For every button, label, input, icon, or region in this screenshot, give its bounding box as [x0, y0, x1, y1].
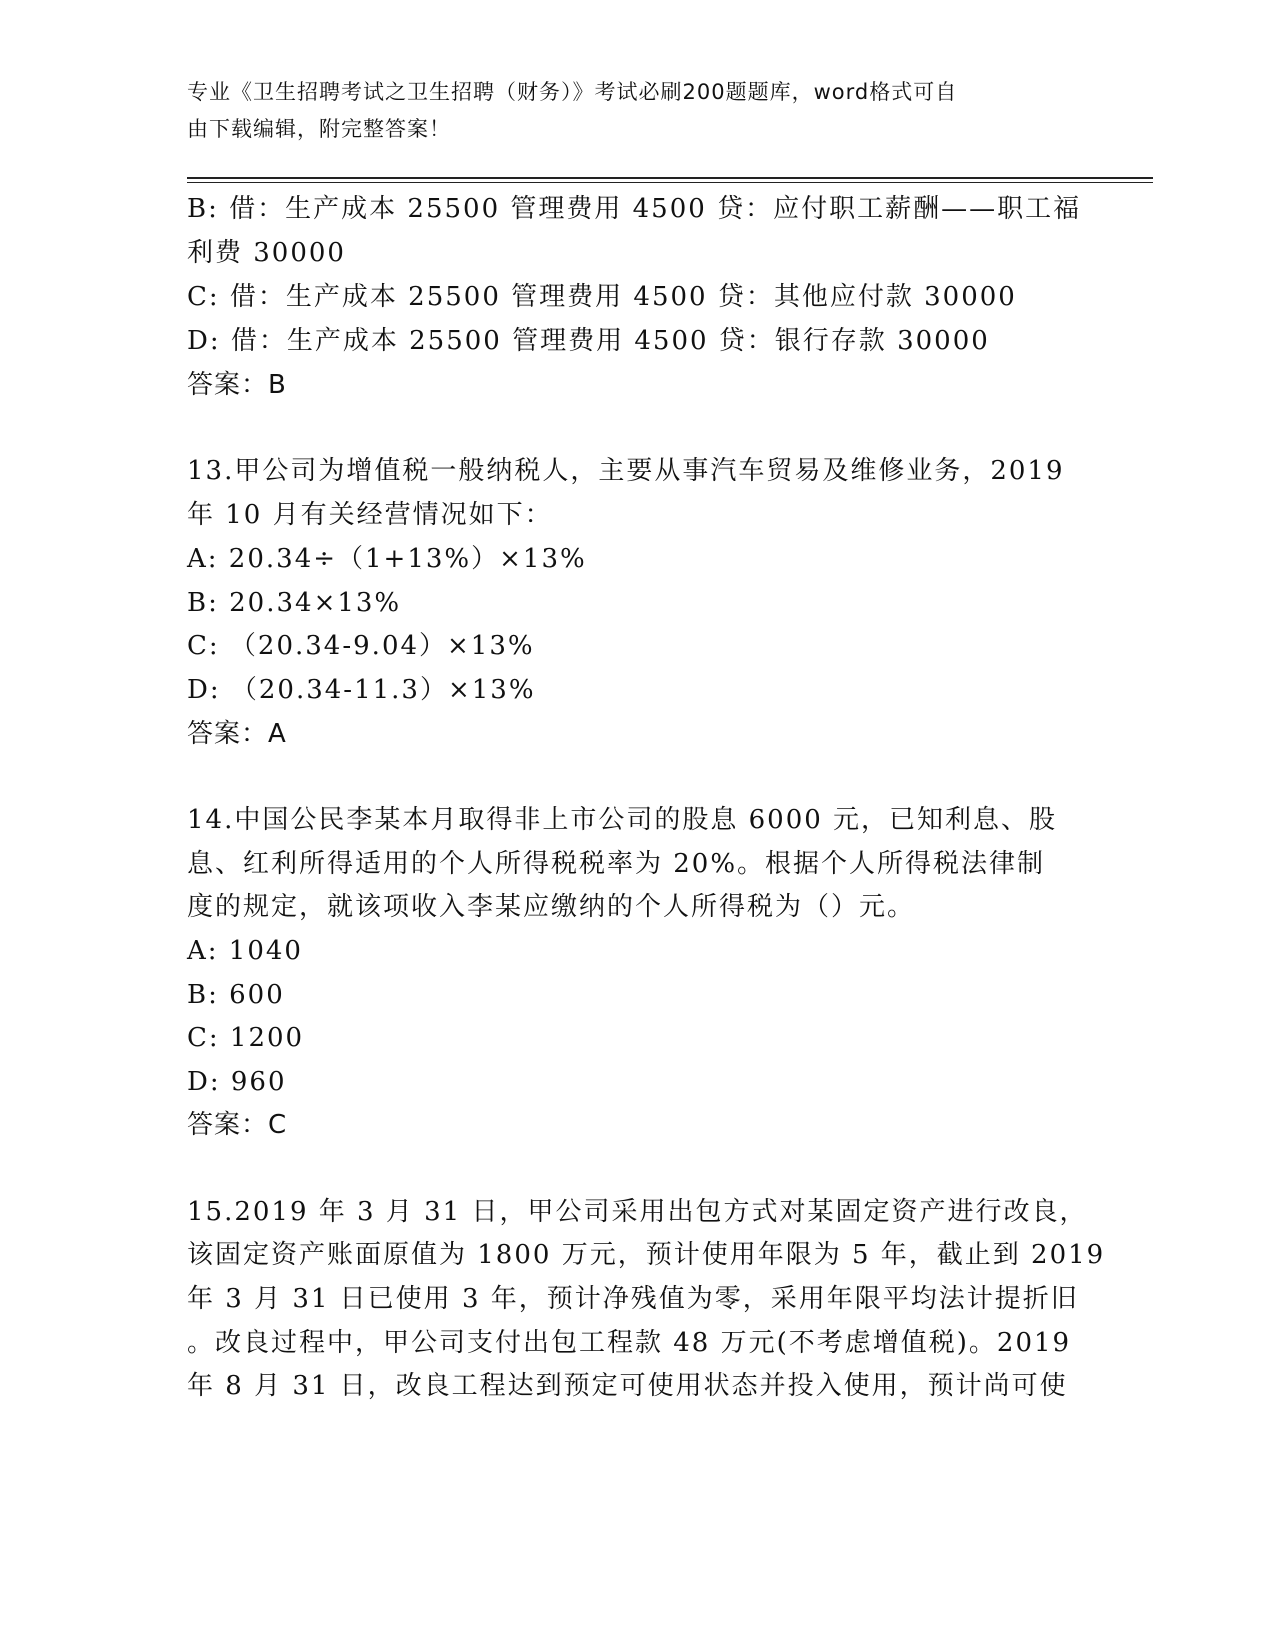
q13-answer: 答案：A — [187, 719, 287, 749]
q13-option-d: D: （20.34-11.3）×13% — [187, 675, 536, 705]
q15-stem-line-4: 。改良过程中，甲公司支付出包工程款 48 万元(不考虑增值税)。2019 — [187, 1328, 1072, 1358]
q12-option-b-line-2: 利费 30000 — [187, 238, 346, 268]
q13-option-a: A: 20.34÷（1+13%）×13% — [187, 544, 587, 574]
q13-option-c: C: （20.34-9.04）×13% — [187, 631, 535, 661]
q12-option-c: C: 借：生产成本 25500 管理费用 4500 贷：其他应付款 30000 — [187, 282, 1017, 312]
header-divider-thick — [187, 177, 1153, 179]
q12-answer: 答案：B — [187, 370, 287, 400]
header-title-line-1: 专业《卫生招聘考试之卫生招聘（财务）》考试必刷200题题库，word格式可自 — [187, 80, 958, 104]
header-divider-thin — [187, 182, 1153, 183]
q14-option-c: C: 1200 — [187, 1023, 305, 1053]
q13-stem-line-2: 年 10 月有关经营情况如下： — [187, 500, 553, 530]
q15-stem-line-2: 该固定资产账面原值为 1800 万元，预计使用年限为 5 年，截止到 2019 — [187, 1240, 1106, 1270]
q13-stem-line-1: 13.甲公司为增值税一般纳税人，主要从事汽车贸易及维修业务，2019 — [187, 456, 1065, 486]
header-title-line-2: 由下载编辑，附完整答案！ — [187, 117, 451, 141]
q15-stem-line-1: 15.2019 年 3 月 31 日，甲公司采用出包方式对某固定资产进行改良， — [187, 1197, 1088, 1227]
q12-option-b-line-1: B: 借：生产成本 25500 管理费用 4500 贷：应付职工薪酬——职工福 — [187, 194, 1082, 224]
q14-stem-line-3: 度的规定，就该项收入李某应缴纳的个人所得税为（）元。 — [187, 892, 916, 922]
document-header — [187, 74, 1067, 148]
q13-option-b: B: 20.34×13% — [187, 588, 402, 618]
q14-stem-line-1: 14.中国公民李某本月取得非上市公司的股息 6000 元，已知利息、股 — [187, 805, 1058, 835]
q14-answer: 答案：C — [187, 1110, 288, 1140]
q14-option-a: A: 1040 — [187, 936, 303, 966]
q14-option-b: B: 600 — [187, 980, 285, 1010]
q14-option-d: D: 960 — [187, 1067, 287, 1097]
q14-stem-line-2: 息、红利所得适用的个人所得税税率为 20%。根据个人所得税法律制 — [187, 849, 1046, 879]
q15-stem-line-5: 年 8 月 31 日，改良工程达到预定可使用状态并投入使用，预计尚可使 — [187, 1371, 1068, 1401]
q12-option-d: D: 借：生产成本 25500 管理费用 4500 贷：银行存款 30000 — [187, 326, 990, 356]
q15-stem-line-3: 年 3 月 31 日已使用 3 年，预计净残值为零，采用年限平均法计提折旧 — [187, 1284, 1079, 1314]
